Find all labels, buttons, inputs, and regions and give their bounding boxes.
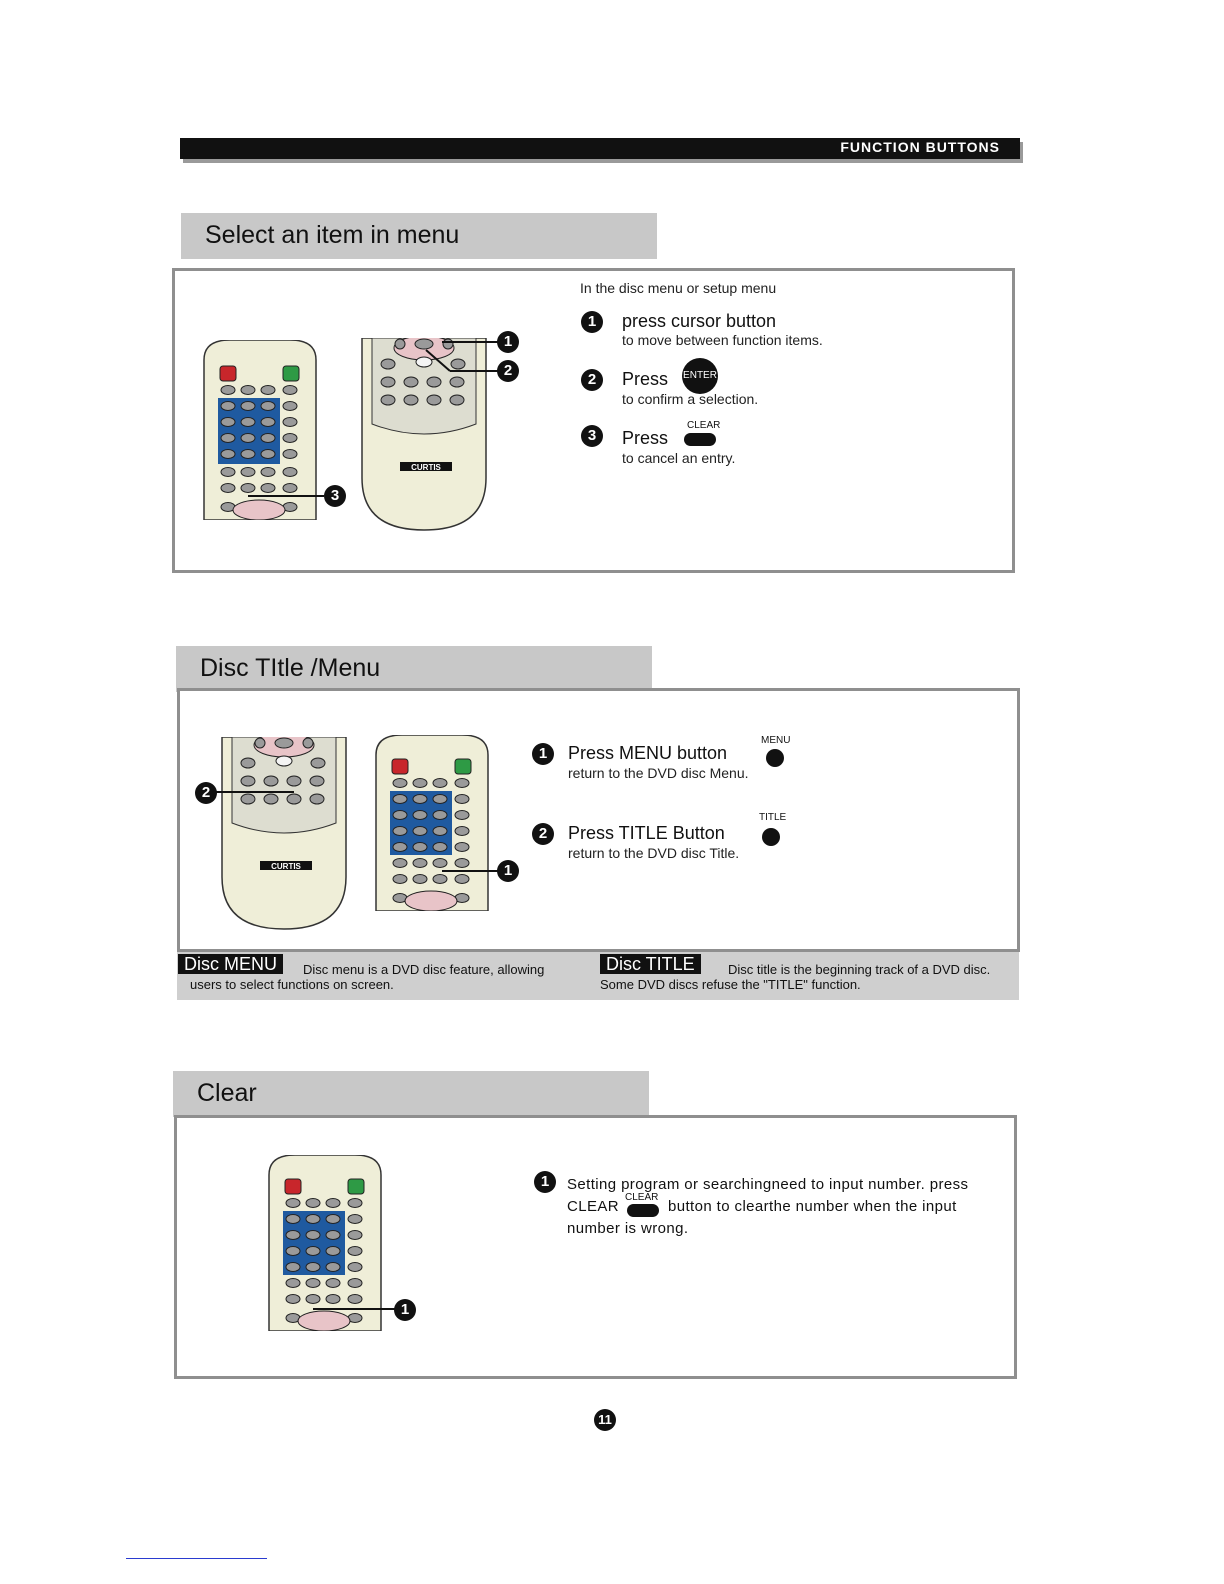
callout-line-title xyxy=(214,791,294,793)
step-3-desc: to cancel an entry. xyxy=(622,450,736,466)
remote-bottom-illustration-2 xyxy=(218,737,350,931)
title-step-desc: return to the DVD disc Title. xyxy=(568,845,740,861)
title-button-icon xyxy=(762,828,780,846)
callout-1: 1 xyxy=(497,331,519,353)
callout-menu: 1 xyxy=(497,860,519,882)
callout-3: 3 xyxy=(324,485,346,507)
remote-keypad-illustration-2 xyxy=(372,735,502,911)
disc-title-note-title: Disc TITLE xyxy=(600,954,701,974)
header-bar xyxy=(180,138,1020,159)
step-3-number: 3 xyxy=(581,425,603,447)
brand-logo: CURTIS xyxy=(411,463,441,472)
title-step-title: Press TITLE Button xyxy=(568,823,725,843)
menu-button-icon xyxy=(766,749,784,767)
disc-menu-note-line2: users to select functions on screen. xyxy=(190,977,394,992)
callout-line-clear xyxy=(313,1308,395,1310)
clear-step-line2a: CLEAR xyxy=(567,1198,620,1215)
callout-clear: 1 xyxy=(394,1299,416,1321)
callout-line-3 xyxy=(248,495,324,497)
clear-step-line2b: button to clearthe number when the input xyxy=(668,1198,957,1215)
clear-step-number: 1 xyxy=(534,1171,556,1193)
disc-title-note-line2: Some DVD discs refuse the "TITLE" function. xyxy=(600,977,861,992)
clear-button-icon-2 xyxy=(627,1204,659,1217)
step-1-desc: to move between function items. xyxy=(622,332,823,348)
step-2-desc: to confirm a selection. xyxy=(622,391,759,407)
menu-label: MENU xyxy=(761,735,791,746)
title-label: TITLE xyxy=(759,812,787,823)
clear-step-line3: number is wrong. xyxy=(567,1220,689,1237)
menu-step-desc: return to the DVD disc Menu. xyxy=(568,765,749,781)
step-3-title: Press xyxy=(622,428,669,448)
callout-2: 2 xyxy=(497,360,519,382)
section-title-disc: Disc TItle /Menu xyxy=(176,646,652,692)
enter-button-icon: ENTER xyxy=(682,358,718,394)
menu-step-title: Press MENU button xyxy=(568,743,728,763)
remote-keypad-illustration-3 xyxy=(265,1155,395,1331)
clear-button-icon xyxy=(684,433,716,446)
disc-title-note-line1: Disc title is the beginning track of a DVD disc. xyxy=(728,962,991,977)
footer-underline xyxy=(126,1558,267,1559)
callout-line-menu xyxy=(442,870,498,872)
step-1-title: press cursor button xyxy=(622,311,777,331)
step-2-title: Press xyxy=(622,369,669,389)
select-intro: In the disc menu or setup menu xyxy=(580,280,777,296)
section-title-clear: Clear xyxy=(173,1071,649,1117)
disc-menu-note-title: Disc MENU xyxy=(178,954,283,974)
step-1-number: 1 xyxy=(581,311,603,333)
page-number: 11 xyxy=(594,1409,616,1431)
brand-logo-2: CURTIS xyxy=(271,862,301,871)
callout-title: 2 xyxy=(195,782,217,804)
clear-step-line1: Setting program or searchingneed to input number. press xyxy=(567,1176,969,1193)
header-title: FUNCTION BUTTONS xyxy=(840,139,1000,155)
section-title-select: Select an item in menu xyxy=(181,213,657,259)
menu-step-number: 1 xyxy=(532,743,554,765)
clear-label-2: CLEAR xyxy=(625,1192,659,1203)
clear-label: CLEAR xyxy=(687,420,721,431)
title-step-number: 2 xyxy=(532,823,554,845)
step-2-number: 2 xyxy=(581,369,603,391)
disc-menu-note-line1: Disc menu is a DVD disc feature, allowing xyxy=(303,962,545,977)
